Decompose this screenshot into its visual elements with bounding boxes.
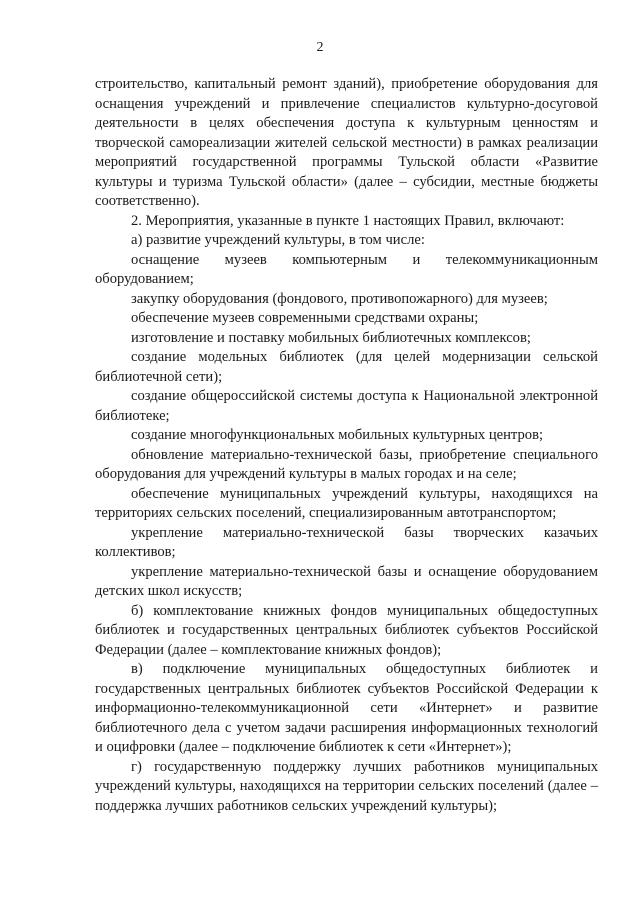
paragraph: создание общероссийской системы доступа к Национальной электронной библиотеке; [95,388,598,424]
paragraph: укрепление материально-технической базы творческих казачьих коллективов; [95,524,598,560]
paragraph: изготовление и поставку мобильных библиотечных комплексов; [131,329,531,346]
paragraph: г) государственную поддержку лучших работников муниципальных учреждений культуры, находящихся на территории сельских поселений (далее – поддержка лучших работников сельских учреждений культуры); [95,758,598,814]
document-body [95,75,598,816]
paragraph: а) развитие учреждений культуры, в том числе: [131,232,425,248]
paragraph: укрепление материально-технической базы и оснащение оборудованием детских школ искусств; [95,563,598,599]
paragraph: строительство, капитальный ремонт зданий), приобретение оборудования для оснащения учреждений и привлечение специалистов культурно-досуговой деятельности в целях обеспечения доступа к культурным ценностям и творческой самореализации жителей сельской местности) в рамках реализации мероприятий государственной программы Тульской области «Развитие культуры и туризма Тульской области» (далее – субсидии, местные бюджеты соответственно). [95,76,598,209]
page-number: 2 [316,40,324,55]
paragraph: закупку оборудования (фондового, противопожарного) для музеев; [131,290,548,307]
paragraph: создание модельных библиотек (для целей модернизации сельской библиотечной сети); [95,349,598,385]
paragraph: б) комплектование книжных фондов муниципальных общедоступных библиотек и государственных центральных библиотек субъектов Российской Федерации (далее – комплектование книжных фондов); [95,602,598,658]
paragraph: обеспечение музеев современными средствами охраны; [131,310,479,326]
paragraph: обновление материально-технической базы, приобретение специального оборудования для учреждений культуры в малых городах и на селе; [95,446,598,482]
paragraph: 2. Мероприятия, указанные в пункте 1 настоящих Правил, включают: [131,212,565,229]
paragraph: обеспечение муниципальных учреждений культуры, находящихся на территориях сельских поселений, специализированным автотранспортом; [95,485,598,521]
paragraph: в) подключение муниципальных общедоступных библиотек и государственных центральных библиотек субъектов Российской Федерации к информационно-телекоммуникационной сети «Интернет» и развитие библиотечного дела с учетом задачи расширения информационных технологий и оцифровки (далее – подключение библиотек к сети «Интернет»); [95,661,598,755]
paragraph: создание многофункциональных мобильных культурных центров; [131,427,544,443]
paragraph: оснащение музеев компьютерным и телекоммуникационным оборудованием; [95,251,598,287]
